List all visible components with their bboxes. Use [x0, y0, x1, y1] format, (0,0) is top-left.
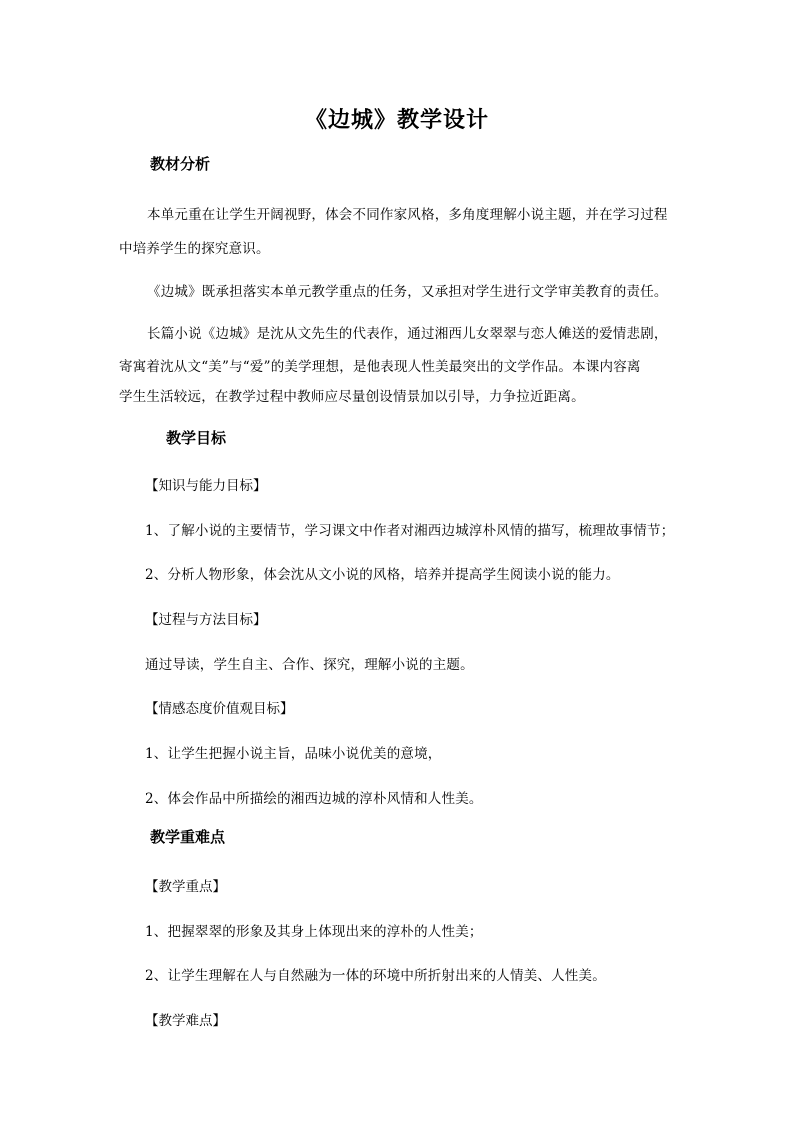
- goals-process-label: 【过程与方法目标】: [145, 612, 267, 628]
- analysis-paragraph-2: 《边城》既承担落实本单元教学重点的任务，又承担对学生进行文学审美教育的责任。: [147, 284, 668, 300]
- key-points-focus-item-1: 1、把握翠翠的形象及其身上体现出来的淳朴的人性美；: [145, 924, 483, 940]
- heading-goals: 教学目标: [166, 429, 227, 447]
- heading-analysis: 教材分析: [150, 155, 211, 173]
- key-points-difficulty-label: 【教学难点】: [145, 1013, 226, 1029]
- analysis-paragraph-1-line-2: 中培养学生的探究意识。: [119, 241, 270, 257]
- document-title: 《边城》教学设计: [304, 107, 489, 133]
- heading-key-points: 教学重难点: [150, 828, 226, 846]
- goals-knowledge-item-1: 1、了解小说的主要情节，学习课文中作者对湘西边城淳朴风情的描写，梳理故事情节；: [145, 523, 675, 539]
- analysis-paragraph-3-line-1: 长篇小说《边城》是沈从文先生的代表作，通过湘西儿女翠翠与恋人傩送的爱情悲剧，: [147, 326, 668, 342]
- key-points-focus-item-2: 2、让学生理解在人与自然融为一体的环境中所折射出来的人情美、人性美。: [145, 968, 606, 984]
- key-points-focus-label: 【教学重点】: [145, 879, 226, 895]
- goals-process-item-1: 通过导读，学生自主、合作、探究，理解小说的主题。: [145, 657, 474, 673]
- goals-knowledge-item-2: 2、分析人物形象，体会沈从文小说的风格，培养并提高学生阅读小说的能力。: [145, 567, 620, 583]
- goals-knowledge-label: 【知识与能力目标】: [145, 478, 267, 494]
- goals-emotion-item-1: 1、让学生把握小说主旨，品味小说优美的意境，: [145, 746, 442, 762]
- analysis-paragraph-3-line-3: 学生生活较远，在教学过程中教师应尽量创设情景加以引导，力争拉近距离。: [119, 389, 585, 405]
- analysis-paragraph-3-line-2: 寄寓着沈从文“美”与“爱”的美学理想，是他表现人性美最突出的文学作品。本课内容离: [119, 359, 641, 375]
- goals-emotion-item-2: 2、体会作品中所描绘的湘西边城的淳朴风情和人性美。: [145, 791, 483, 807]
- analysis-paragraph-1-line-1: 本单元重在让学生开阔视野，体会不同作家风格，多角度理解小说主题，并在学习过程: [147, 207, 668, 223]
- goals-emotion-label: 【情感态度价值观目标】: [145, 701, 294, 717]
